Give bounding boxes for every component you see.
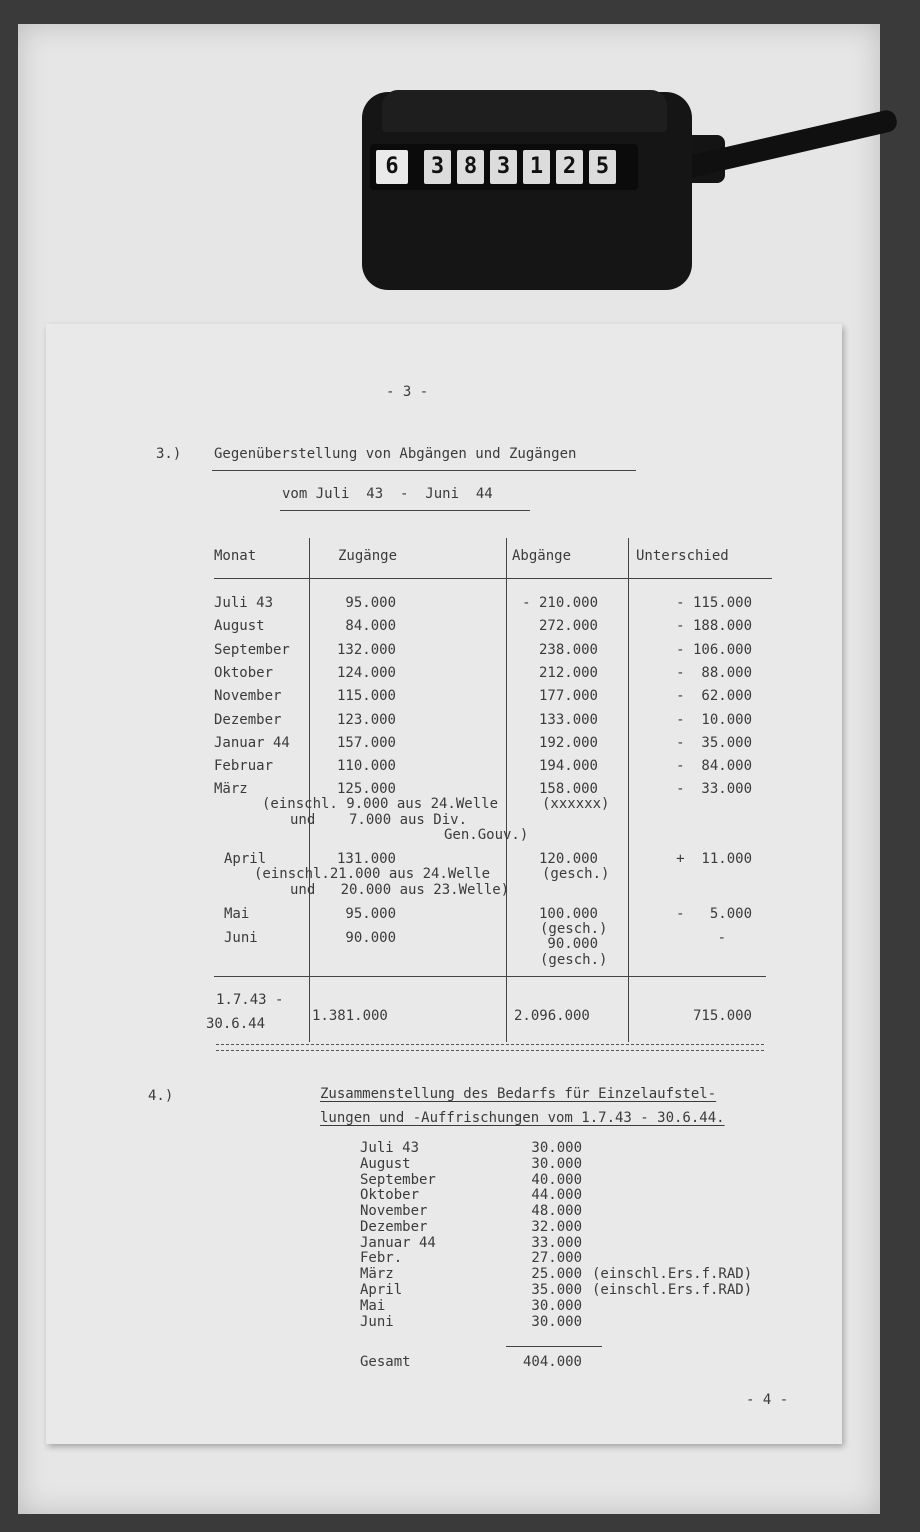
- table-row-zugaenge: 115.000: [336, 688, 396, 704]
- table-row-month: Mai: [224, 906, 250, 922]
- table-row-month: August: [214, 618, 265, 634]
- table-row-unterschied: - 115.000: [676, 595, 752, 611]
- section-3-subtitle-underline: [280, 510, 530, 511]
- table-row-unterschied: - 106.000: [676, 642, 752, 658]
- table-row-zugaenge: 125.000: [336, 781, 396, 797]
- table-header-rule: [214, 578, 772, 579]
- table-row-month: Juni: [224, 930, 258, 946]
- bedarf-row-value: 30.000: [531, 1140, 582, 1156]
- bedarf-row-month: September: [360, 1172, 436, 1188]
- maerz-note-crossed: (xxxxxx): [542, 796, 610, 812]
- counter-top: [382, 90, 667, 132]
- juni-out-note: (gesch.): [540, 952, 608, 968]
- header-unterschied: Unterschied: [636, 548, 729, 564]
- bedarf-row-value: 48.000: [531, 1203, 582, 1219]
- table-row-zugaenge: 124.000: [336, 665, 396, 681]
- table-row-month: Februar: [214, 758, 274, 774]
- bedarf-row-month: Juli 43: [360, 1140, 420, 1156]
- table-row-unterschied: - 188.000: [676, 618, 752, 634]
- bedarf-row-month: August: [360, 1156, 411, 1172]
- april-out-note: (gesch.): [542, 866, 610, 882]
- table-row-zugaenge: 95.000: [345, 906, 396, 922]
- table-row-abgaenge: 238.000: [538, 642, 598, 658]
- mai-out-note: (gesch.): [540, 921, 608, 937]
- table-row-month: Juli 43: [214, 595, 274, 611]
- bedarf-total-label: Gesamt: [360, 1354, 411, 1370]
- table-row-unterschied: - 33.000: [676, 781, 752, 797]
- bedarf-row-note: (einschl.Ers.f.RAD): [592, 1266, 753, 1282]
- bedarf-row-month: November: [360, 1203, 428, 1219]
- counter-digit: 3: [424, 150, 451, 184]
- maerz-note-line: Gen.Gouv.): [444, 827, 529, 843]
- table-row-unterschied: - 5.000: [676, 906, 752, 922]
- counter-digit: 3: [490, 150, 517, 184]
- counter-digit: 6: [376, 150, 408, 184]
- table-row-month: September: [214, 642, 290, 658]
- total-abgaenge: 2.096.000: [514, 1008, 590, 1024]
- table-row-zugaenge: 95.000: [345, 595, 396, 611]
- table-row-zugaenge: 157.000: [336, 735, 396, 751]
- bedarf-row-value: 30.000: [531, 1156, 582, 1172]
- table-row-abgaenge: 120.000: [538, 851, 598, 867]
- bedarf-row-value: 32.000: [531, 1219, 582, 1235]
- table-row-unterschied: -: [717, 930, 726, 946]
- table-row-zugaenge: 131.000: [336, 851, 396, 867]
- table-row-unterschied: - 35.000: [676, 735, 752, 751]
- table-row-abgaenge: - 210.000: [522, 595, 598, 611]
- maerz-note-line: und 7.000 aus Div.: [290, 812, 468, 828]
- table-row-unterschied: - 62.000: [676, 688, 752, 704]
- bedarf-row-month: Oktober: [360, 1187, 420, 1203]
- bedarf-row-month: April: [360, 1282, 403, 1298]
- bedarf-row-value: 40.000: [531, 1172, 582, 1188]
- bedarf-row-value: 44.000: [531, 1187, 582, 1203]
- section-4-number: 4.): [148, 1088, 174, 1104]
- table-row-abgaenge: 212.000: [538, 665, 598, 681]
- total-unterschied: 715.000: [692, 1008, 752, 1024]
- bedarf-row-value: 35.000: [531, 1282, 582, 1298]
- bedarf-row-month: März: [360, 1266, 394, 1282]
- bedarf-row-note: (einschl.Ers.f.RAD): [592, 1282, 753, 1298]
- table-row-unterschied: - 10.000: [676, 712, 752, 728]
- header-zugaenge: Zugänge: [338, 548, 398, 564]
- bedarf-row-value: 30.000: [531, 1298, 582, 1314]
- bedarf-row-month: Dezember: [360, 1219, 428, 1235]
- table-row-zugaenge: 123.000: [336, 712, 396, 728]
- table-row-zugaenge: 110.000: [336, 758, 396, 774]
- table-row-unterschied: - 84.000: [676, 758, 752, 774]
- table-row-abgaenge: 100.000: [538, 906, 598, 922]
- table-row-zugaenge: 90.000: [345, 930, 396, 946]
- section-4-title-line: lungen und -Auffrischungen vom 1.7.43 - 30.6.44.: [320, 1110, 725, 1126]
- bedarf-sum-rule: [506, 1346, 602, 1347]
- table-row-abgaenge: 177.000: [538, 688, 598, 704]
- section-4-title-line: Zusammenstellung des Bedarfs für Einzelaufstel-: [320, 1086, 717, 1102]
- table-row-unterschied: + 11.000: [676, 851, 752, 867]
- april-note-line: und 20.000 aus 23.Welle): [290, 882, 510, 898]
- table-col-divider: [628, 538, 629, 1042]
- bedarf-row-month: Mai: [360, 1298, 386, 1314]
- bedarf-row-value: 25.000: [531, 1266, 582, 1282]
- table-row-month: November: [214, 688, 282, 704]
- next-page-marker: - 4 -: [746, 1392, 789, 1408]
- table-row-month: Dezember: [214, 712, 282, 728]
- table-row-zugaenge: 84.000: [345, 618, 396, 634]
- total-period: 1.7.43 -: [216, 992, 284, 1008]
- bedarf-row-month: Febr.: [360, 1250, 403, 1266]
- table-row-abgaenge: 133.000: [538, 712, 598, 728]
- counter-digit: 8: [457, 150, 484, 184]
- table-row-month: April: [224, 851, 267, 867]
- bedarf-row-month: Juni: [360, 1314, 394, 1330]
- section-3-subtitle: vom Juli 43 - Juni 44: [282, 486, 493, 502]
- table-row-abgaenge: 192.000: [538, 735, 598, 751]
- counter-digit: 2: [556, 150, 583, 184]
- header-abgaenge: Abgänge: [512, 548, 572, 564]
- table-double-rule: [216, 1044, 764, 1051]
- bedarf-row-value: 30.000: [531, 1314, 582, 1330]
- table-row-zugaenge: 132.000: [336, 642, 396, 658]
- header-month: Monat: [214, 548, 257, 564]
- section-3-title: Gegenüberstellung von Abgängen und Zugängen: [214, 446, 577, 462]
- page-number: - 3 -: [386, 384, 429, 400]
- counter-digit: 1: [523, 150, 550, 184]
- table-row-abgaenge: 272.000: [538, 618, 598, 634]
- document-sheet: [46, 324, 842, 1444]
- table-total-rule: [214, 976, 766, 977]
- frame-counter: [362, 92, 692, 290]
- bedarf-total-value: 404.000: [522, 1354, 582, 1370]
- bedarf-row-value: 33.000: [531, 1235, 582, 1251]
- bedarf-row-value: 27.000: [531, 1250, 582, 1266]
- counter-digit: 5: [589, 150, 616, 184]
- table-row-month: Januar 44: [214, 735, 290, 751]
- bedarf-row-month: Januar 44: [360, 1235, 436, 1251]
- table-row-abgaenge: 158.000: [538, 781, 598, 797]
- table-row-abgaenge: 194.000: [538, 758, 598, 774]
- total-zugaenge: 1.381.000: [312, 1008, 388, 1024]
- table-row-month: März: [214, 781, 248, 797]
- maerz-note-line: (einschl. 9.000 aus 24.Welle: [262, 796, 499, 812]
- april-note-line: (einschl.21.000 aus 24.Welle: [254, 866, 491, 882]
- table-col-divider: [309, 538, 310, 1042]
- total-period: 30.6.44: [206, 1016, 266, 1032]
- counter-window: [370, 144, 638, 190]
- section-3-number: 3.): [156, 446, 182, 462]
- section-3-title-underline: [212, 470, 636, 471]
- table-row-month: Oktober: [214, 665, 274, 681]
- table-row-unterschied: - 88.000: [676, 665, 752, 681]
- table-row-abgaenge: 90.000: [547, 936, 598, 952]
